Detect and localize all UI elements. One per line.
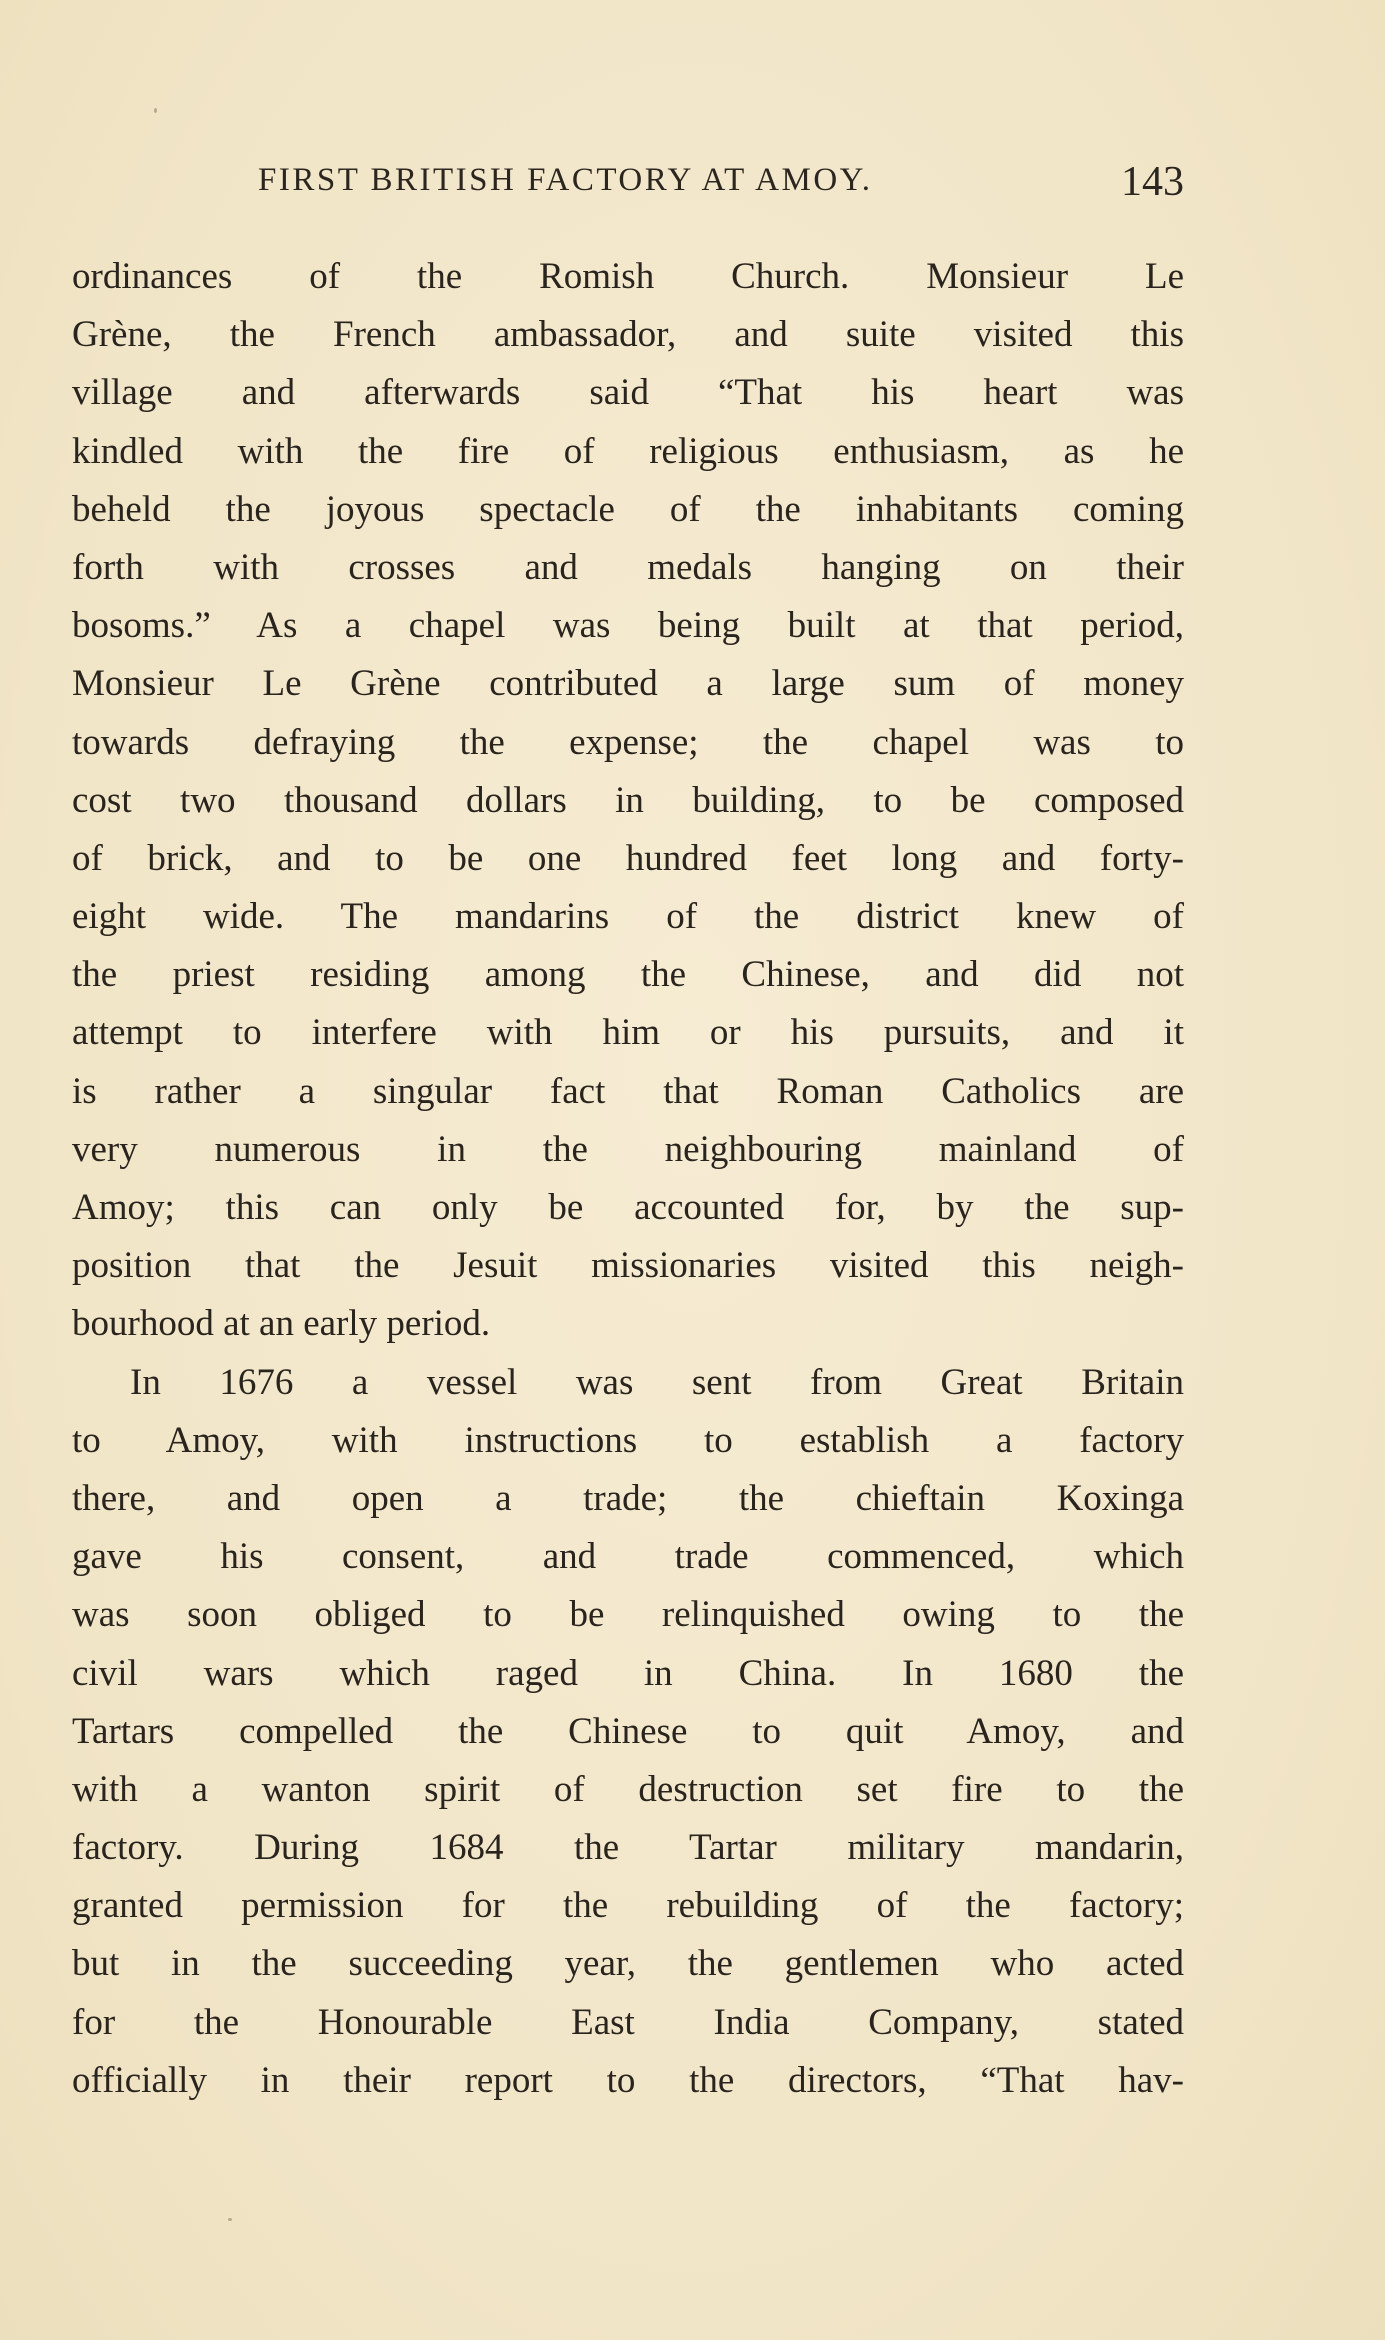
paragraph — [72, 1354, 1184, 2110]
text-line: with a wanton spirit of destruction set fire to the — [72, 1768, 1184, 1810]
text-line: officially in their report to the directors, “That hav- — [72, 2059, 1184, 2101]
text-line: towards defraying the expense; the chapel was to — [72, 721, 1184, 763]
text-line: Tartars compelled the Chinese to quit Amoy, and — [72, 1710, 1184, 1752]
text-line: attempt to interfere with him or his pursuits, and it — [72, 1012, 1184, 1054]
text-line: bourhood at an early period. — [72, 1303, 491, 1345]
text-line: ordinances of the Romish Church. Monsieur Le — [72, 256, 1184, 297]
text-line: bosoms.” As a chapel was being built at that period, — [72, 605, 1184, 647]
text-line: beheld the joyous spectacle of the inhabitants coming — [72, 488, 1184, 530]
text-line: eight wide. The mandarins of the district knew of — [72, 896, 1184, 938]
running-title: FIRST BRITISH FACTORY AT AMOY. — [258, 162, 873, 198]
body-text — [72, 248, 1184, 2110]
text-line: granted permission for the rebuilding of the factory; — [72, 1885, 1184, 1927]
text-line: Monsieur Le Grène contributed a large sum of money — [72, 663, 1184, 705]
text-line: Amoy; this can only be accounted for, by the sup- — [72, 1187, 1184, 1228]
text-line: civil wars which raged in China. In 1680 the — [72, 1652, 1184, 1694]
text-line: to Amoy, with instructions to establish a factory — [72, 1419, 1184, 1461]
text-line: gave his consent, and trade commenced, which — [72, 1536, 1184, 1578]
text-line: village and afterwards said “That his heart was — [72, 372, 1184, 414]
text-line: for the Honourable East India Company, stated — [72, 2001, 1184, 2043]
text-line: but in the succeeding year, the gentlemen who acted — [72, 1943, 1184, 1985]
text-line: Grène, the French ambassador, and suite visited this — [72, 314, 1184, 356]
text-line: cost two thousand dollars in building, to be composed — [72, 779, 1184, 821]
text-line: of brick, and to be one hundred feet long and forty- — [72, 837, 1184, 879]
text-line: the priest residing among the Chinese, and did not — [72, 954, 1184, 996]
text-line: is rather a singular fact that Roman Catholics are — [72, 1070, 1184, 1112]
paragraph — [72, 248, 1184, 1354]
text-line: factory. During 1684 the Tartar military mandarin, — [72, 1827, 1184, 1869]
text-line: position that the Jesuit missionaries visited this neigh- — [72, 1245, 1184, 1287]
page-number: 143 — [1121, 159, 1184, 205]
text-line: forth with crosses and medals hanging on their — [72, 546, 1184, 588]
text-line: was soon obliged to be relinquished owing to the — [72, 1594, 1184, 1636]
page-speck — [228, 2218, 232, 2221]
text-line: In 1676 a vessel was sent from Great Britain — [130, 1361, 1184, 1403]
text-line: very numerous in the neighbouring mainland of — [72, 1128, 1184, 1170]
page-speck — [154, 108, 157, 113]
text-line: kindled with the fire of religious enthusiasm, as he — [72, 430, 1184, 472]
text-line: there, and open a trade; the chieftain Koxinga — [72, 1477, 1184, 1519]
page-header — [72, 158, 1184, 208]
